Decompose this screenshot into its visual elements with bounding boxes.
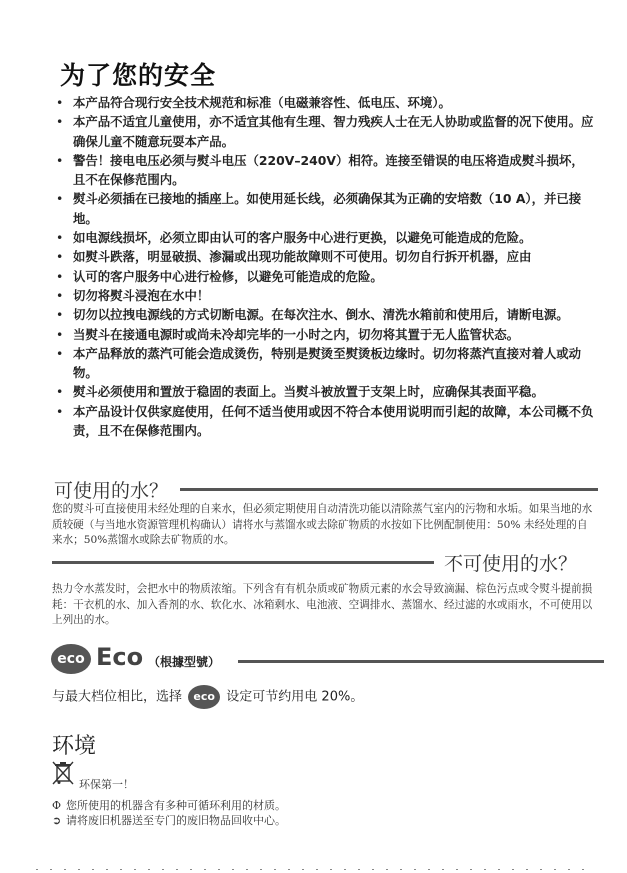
safety-item	[56, 93, 596, 112]
env-item-recycle	[52, 797, 286, 813]
eco-description	[52, 685, 363, 709]
crossed-bin-icon	[52, 761, 74, 785]
eco-line-after: 设定可节约用电 20%。	[226, 689, 364, 705]
safety-item	[56, 286, 596, 305]
env-item-label: 请将废旧机器送至专门的废旧物品回收中心。	[66, 814, 286, 827]
safety-item-text: 熨斗必须使用和置放于稳固的表面上。当熨斗被放置于支架上时，应确保其表面平稳。	[73, 384, 544, 400]
arrow-icon: ➲	[52, 814, 62, 827]
safety-item	[56, 151, 596, 190]
bullet-icon: •	[56, 95, 64, 110]
safety-list	[56, 93, 596, 440]
page-title: 为了您的安全	[60, 61, 217, 90]
safety-item	[56, 247, 596, 266]
safety-item-text: 本产品设计仅供家庭使用，任何不适当使用或因不符合本使用说明而引起的故障，本公司概不负责，且不在保修范围内。	[73, 403, 594, 439]
safety-item	[56, 189, 596, 228]
not-water-heading-rule	[52, 561, 434, 564]
eco-line-before: 与最大档位相比，选择	[52, 689, 183, 705]
safety-item-text: 当熨斗在接通电源时或尚未冷却完毕的一小时之内，切勿将其置于无人监管状态。	[73, 326, 520, 342]
eco-inline-icon: eco	[188, 685, 220, 709]
bullet-icon: •	[56, 345, 64, 361]
bullet-icon: •	[56, 230, 64, 246]
water-heading-rule	[180, 488, 598, 491]
env-item-label: 您所使用的机器含有多种可循环利用的材质。	[66, 799, 286, 812]
safety-item	[56, 344, 596, 383]
bullet-icon: •	[56, 307, 64, 323]
bullet-icon: •	[56, 152, 64, 168]
bullet-icon: •	[56, 268, 64, 284]
safety-item-text: 熨斗必须插在已接地的插座上。如使用延长线，必须确保其为正确的安培数（10 A），并已接地。	[73, 191, 582, 226]
water-heading: 可使用的水？	[54, 480, 169, 502]
safety-item	[56, 228, 596, 247]
safety-item-text: 如电源线损坏，必须立即由认可的客户服务中心进行更换，以避免可能造成的危险。	[73, 230, 532, 246]
safety-item-text: 本产品不适宜儿童使用，亦不适宜其他有生理、智力残疾人士在无人协助或监督的况下使用。应确保儿童不随意玩耍本产品。	[73, 114, 594, 149]
safety-item-text: 本产品释放的蒸汽可能会造成烫伤，特别是熨烫至熨烫板边缘时。切勿将蒸汽直接对着人或动物。	[73, 345, 582, 381]
bullet-icon: •	[56, 287, 64, 303]
footer-line	[36, 869, 596, 870]
safety-item-text: 警告！接电电压必须与熨斗电压（220V–240V）相符。连接至错误的电压将造成熨斗损坏，且不在保修范围内。	[73, 152, 584, 188]
eco-icon: eco	[51, 644, 91, 674]
safety-item	[56, 382, 596, 401]
bullet-icon: •	[56, 191, 64, 207]
eco-title: Eco	[96, 643, 144, 671]
safety-item	[56, 112, 596, 151]
safety-item-text: 本产品符合现行安全技术规范和标准（电磁兼容性、低电压、环境）。	[73, 95, 451, 110]
eco-heading-rule	[238, 660, 604, 663]
safety-item-text: 切勿将熨斗浸泡在水中！	[73, 287, 210, 303]
environment-heading: 环境	[52, 734, 97, 759]
safety-item	[56, 325, 596, 344]
bullet-icon: •	[56, 249, 64, 265]
bullet-icon: •	[56, 403, 64, 419]
recycle-material-icon: Φ	[52, 799, 62, 812]
environment-slogan: 环保第一！	[79, 778, 134, 791]
not-water-heading: 不可使用的水？	[444, 553, 578, 575]
safety-item-text: 认可的客户服务中心进行检修，以避免可能造成的危险。	[73, 268, 383, 284]
safety-item	[56, 402, 596, 441]
not-water-paragraph: 热力令水蒸发时，会把水中的物质浓缩。下列含有有机杂质或矿物质元素的水会导致滴漏、棕色污点或令熨斗提前损耗：干衣机的水、加入香剂的水、软化水、冰箱剩水、电池液、空调排水、蒸馏水、经过滤的水或雨水，不可使用以上列出的水。	[52, 583, 593, 626]
bullet-icon: •	[56, 384, 64, 400]
safety-item	[56, 305, 596, 324]
water-paragraph: 您的熨斗可直接使用未经处理的自来水，但必须定期使用自动清洗功能以清除蒸气室内的污物和水垢。如果当地的水质较硬（与当地水资源管理机构确认）请将水与蒸馏水或去除矿物质的水按如下比例配制使用：50% 未经处理的自来水；50%蒸馏水或除去矿物质的水。	[52, 503, 593, 546]
env-item-dispose	[52, 812, 286, 828]
bullet-icon: •	[56, 114, 64, 130]
safety-item-text: 切勿以拉拽电源线的方式切断电源。在每次注水、倒水、清洗水箱前和使用后，请断电源。	[73, 307, 569, 323]
safety-item-text: 如熨斗跌落，明显破损、渗漏或出现功能故障则不可使用。切勿自行拆开机器，应由	[73, 249, 532, 265]
bullet-icon: •	[56, 326, 64, 342]
eco-note: （根據型號）	[148, 655, 221, 669]
safety-item	[56, 267, 596, 286]
